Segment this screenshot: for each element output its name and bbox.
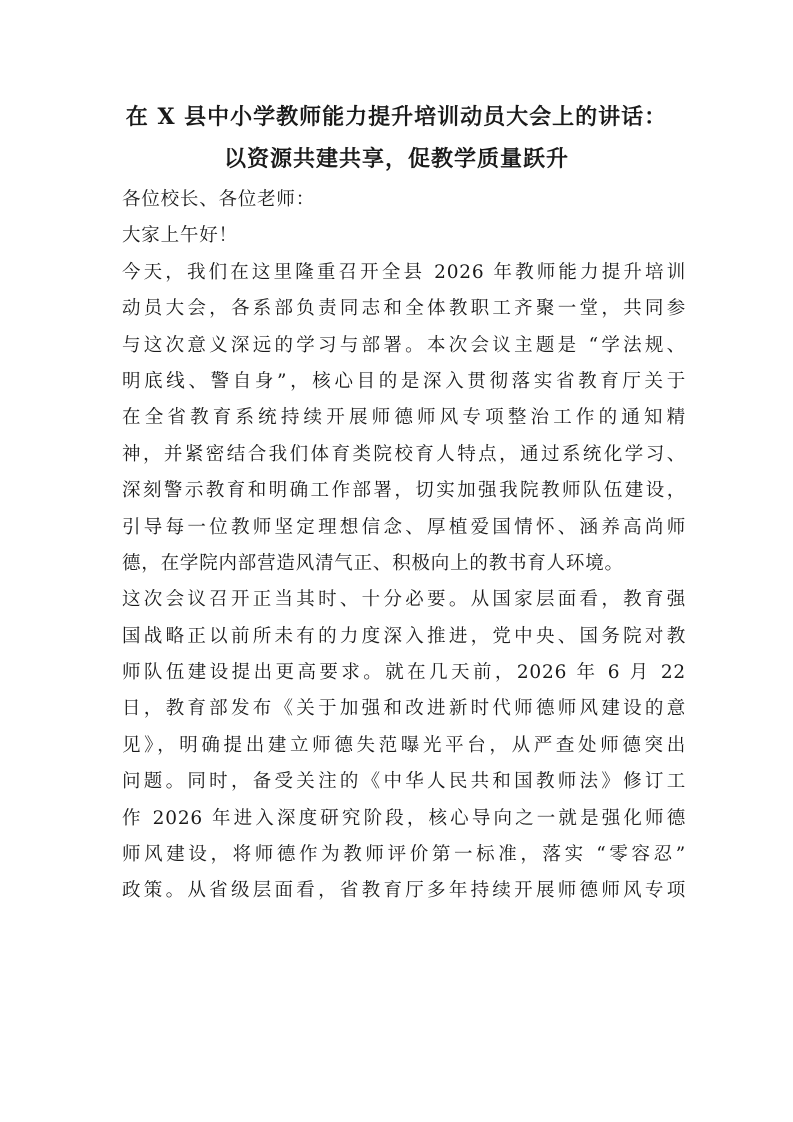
paragraph-line: 师风建设，将师德作为教师评价第一标准，落实 “零容忍” xyxy=(122,844,686,866)
paragraph-line: 问题。同时，备受关注的《中华人民共和国教师法》修订工 xyxy=(122,771,686,793)
document-title-line-1: 在 X 县中小学教师能力提升培训动员大会上的讲话： xyxy=(125,104,668,130)
paragraph-line: 深刻警示教育和明确工作部署，切实加强我院教师队伍建设， xyxy=(122,480,686,502)
paragraph-line: 见》，明确提出建立师德失范曝光平台，从严查处师德突出 xyxy=(122,734,686,756)
paragraph-line: 明底线、警自身”，核心目的是深入贯彻落实省教育厅关于 xyxy=(122,370,686,392)
paragraph-line: 政策。从省级层面看，省教育厅多年持续开展师德师风专项 xyxy=(122,880,686,902)
paragraph-line: 与这次意义深远的学习与部署。本次会议主题是 “学法规、 xyxy=(122,334,686,356)
paragraph-line: 德，在学院内部营造风清气正、积极向上的教书育人环境。 xyxy=(122,552,624,574)
paragraph-line: 作 2026 年进入深度研究阶段，核心导向之一就是强化师德 xyxy=(122,807,686,829)
paragraph-line: 这次会议召开正当其时、十分必要。从国家层面看，教育强 xyxy=(122,589,686,611)
document-title-line-2: 以资源共建共享，促教学质量跃升 xyxy=(223,146,569,172)
document-body xyxy=(122,182,686,910)
salutation-line: 各位校长、各位老师： xyxy=(122,189,316,210)
greeting-line: 大家上午好！ xyxy=(122,225,238,247)
paragraph-line: 师队伍建设提出更高要求。就在几天前，2026 年 6 月 22 xyxy=(122,662,686,684)
paragraph-line: 国战略正以前所未有的力度深入推进，党中央、国务院对教 xyxy=(122,625,686,647)
paragraph-line: 在全省教育系统持续开展师德师风专项整治工作的通知精 xyxy=(122,407,686,429)
paragraph-line: 引导每一位教师坚定理想信念、厚植爱国情怀、涵养高尚师 xyxy=(122,516,686,538)
paragraph-line: 神，并紧密结合我们体育类院校育人特点，通过系统化学习、 xyxy=(122,443,686,465)
paragraph-line: 今天，我们在这里隆重召开全县 2026 年教师能力提升培训 xyxy=(122,261,686,283)
paragraph-line: 动员大会，各系部负责同志和全体教职工齐聚一堂，共同参 xyxy=(122,298,686,320)
paragraph-line: 日，教育部发布《关于加强和改进新时代师德师风建设的意 xyxy=(122,698,686,720)
